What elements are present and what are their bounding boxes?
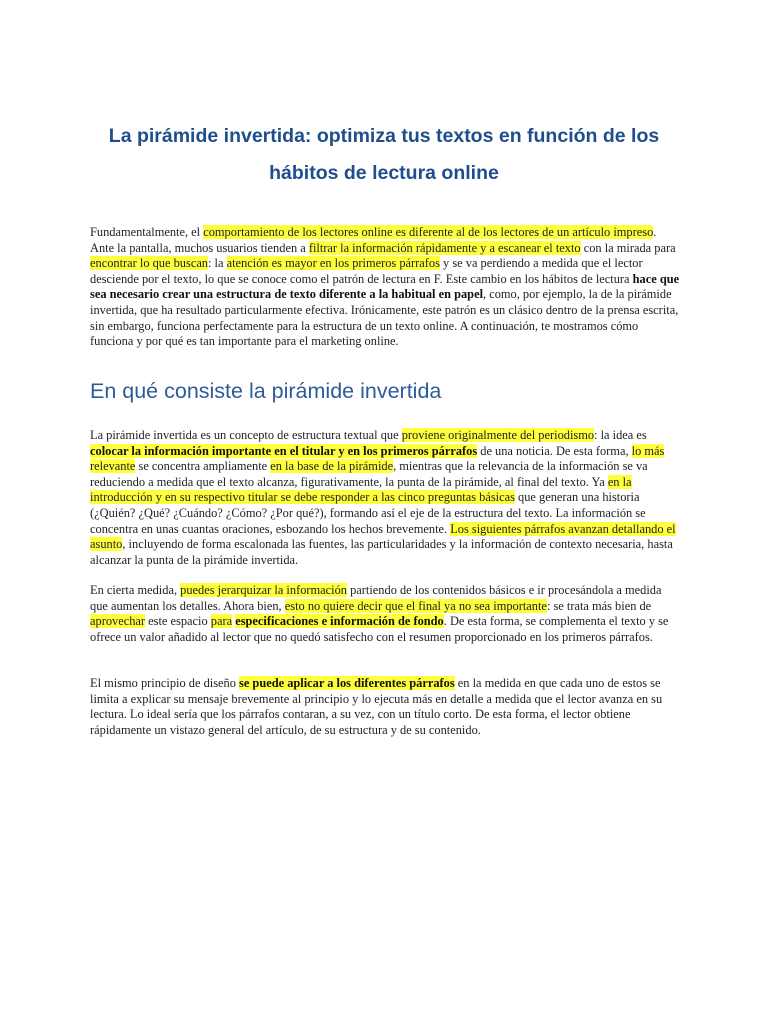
paragraph-intro — [90, 225, 680, 350]
text-run: : la idea es — [594, 428, 647, 442]
paragraph-hierarchy — [90, 583, 680, 645]
text-run: de una noticia. De esta forma, — [477, 443, 632, 458]
highlighted-text: atención es mayor en los primeros párrafos — [226, 256, 440, 271]
text-run: este espacio — [145, 614, 211, 629]
text-run: En cierta medida, — [90, 583, 181, 597]
text-run: . Ante la pantalla, muchos usuarios tienden a — [90, 225, 657, 255]
section-heading: En qué consiste la pirámide invertida — [90, 379, 442, 403]
text-run: , como, por ejemplo, la de la pirámide invertida, que ha resultado particularmente efectiva. Irónicamente, este patrón es un clásico dentro de la prensa escrita, sin embargo, funciona perfectamente para la estructura de un texto online. A continuación, te mostramos cómo funciona y por qué es tan importante para el marketing online. — [90, 287, 679, 349]
text-run: . De esta forma, se complementa el texto y se ofrece un valor añadido al lector que no quedó satisfecho con el resumen proporcionado en los primeros párrafos. — [90, 614, 669, 644]
highlighted-bold-text: especificaciones e información de fondo — [235, 614, 444, 629]
text-run: partiendo de los contenidos básicos e ir procesándola a medida que aumentan los detalles. Ahora bien, — [90, 583, 662, 613]
highlighted-bold-text: se puede aplicar a los diferentes párrafos — [239, 676, 455, 690]
document-title: La pirámide invertida: optimiza tus textos en función de los hábitos de lectura online — [108, 125, 660, 184]
text-run: que generan una historia (¿Quién? ¿Qué? ¿Cuándo? ¿Cómo? ¿Por qué?), formando así el eje de la estructura del texto. La información se concentra en unas cuantas oraciones, esbozando los hechos brevemente. — [90, 490, 646, 536]
highlighted-text: comportamiento de los lectores online es diferente al de los lectores de un artículo impreso — [203, 225, 654, 239]
highlighted-text: Los siguientes párrafos avanzan detallando el asunto — [90, 521, 676, 552]
text-run: El mismo principio de diseño — [90, 676, 240, 690]
highlighted-text: en la base de la pirámide — [270, 459, 394, 474]
text-run: : la — [208, 256, 227, 271]
highlighted-text: aprovechar — [90, 614, 146, 629]
highlighted-text: proviene originalmente del periodismo — [401, 428, 595, 442]
text-run: y se va perdiendo a medida que el lector desciende por el texto, lo que se conoce como el patrón de lectura en F. Este cambio en los hábitos de lectura — [90, 256, 643, 286]
highlighted-text: en la introducción y en su respectivo titular se debe responder a las cinco preguntas básicas — [90, 474, 632, 505]
paragraph-concept — [90, 428, 680, 568]
highlighted-bold-text: colocar la información importante en el titular y en los primeros párrafos — [90, 443, 478, 458]
highlighted-text: puedes jerarquizar la información — [180, 583, 347, 597]
highlighted-text: encontrar lo que buscan — [90, 256, 209, 271]
text-run: se concentra ampliamente — [135, 459, 271, 474]
highlighted-text: lo más relevante — [90, 443, 665, 474]
highlighted-text: esto no quiere decir que el final ya no sea importante — [284, 598, 547, 613]
text-run: La pirámide invertida es un concepto de estructura textual que — [90, 428, 402, 442]
text-run: Fundamentalmente, el — [90, 225, 204, 239]
text-run: en la medida en que cada uno de estos se limita a explicar su mensaje brevemente al principio y lo ejecuta más en detalle a medida que el lector avanza en su lectura. Lo ideal sería que los párrafos contaran, a su vez, con un título corto. De esta forma, el lector obtiene rápidamente un vistazo general del artículo, de su estructura y de su contenido. — [90, 676, 663, 737]
highlighted-text: para — [210, 614, 233, 629]
text-run: con la mirada para — [580, 240, 676, 255]
paragraph-design-principle — [90, 676, 680, 738]
text-run: , mientras que la relevancia de la información se va reduciendo a medida que el texto alcanza, figurativamente, la punta de la pirámide, al final del texto. Ya — [90, 459, 648, 489]
bold-text: hace que sea necesario crear una estructura de texto diferente a la habitual en papel — [90, 271, 680, 302]
highlighted-text: filtrar la información rápidamente y a escanear el texto — [308, 240, 581, 255]
text-run: : se trata más bien de — [546, 598, 652, 613]
text-run: , incluyendo de forma escalonada las fuentes, las particularidades y la información de contexto necesaria, hasta alcanzar la punta de la pirámide invertida. — [90, 537, 673, 567]
